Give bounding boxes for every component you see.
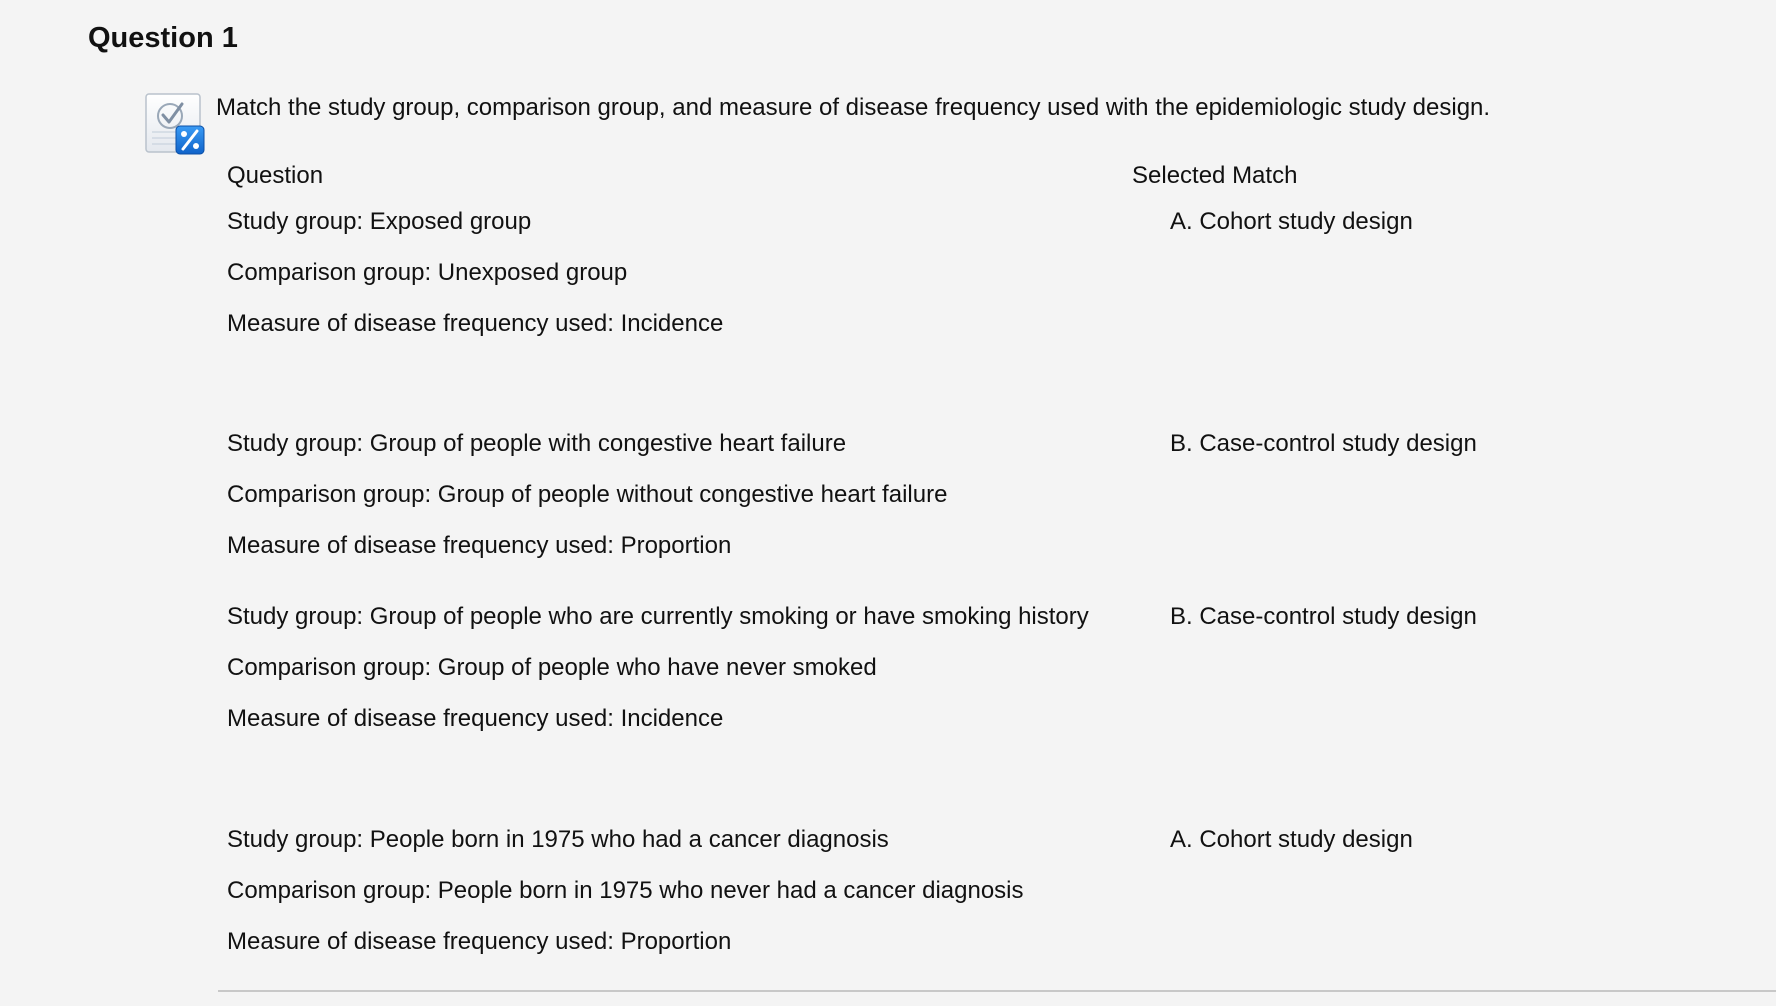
selected-match-answer: B. Case-control study design xyxy=(1170,603,1477,630)
study-group-text: Study group: People born in 1975 who had a cancer diagnosis xyxy=(227,826,889,853)
comparison-group-text: Comparison group: People born in 1975 who never had a cancer diagnosis xyxy=(227,877,1024,904)
measure-text: Measure of disease frequency used: Proportion xyxy=(227,928,732,955)
measure-text: Measure of disease frequency used: Incidence xyxy=(227,705,724,732)
study-group-text: Study group: Group of people with congestive heart failure xyxy=(227,430,847,457)
study-group-text: Study group: Group of people who are currently smoking or have smoking history xyxy=(227,603,1089,630)
comparison-group-text: Comparison group: Group of people without congestive heart failure xyxy=(227,481,948,508)
comparison-group-text: Comparison group: Group of people who have never smoked xyxy=(227,654,877,681)
question-column-header: Question xyxy=(227,162,324,189)
selected-match-column-header: Selected Match xyxy=(1132,162,1298,189)
selected-match-answer: B. Case-control study design xyxy=(1170,430,1477,457)
study-group-text: Study group: Exposed group xyxy=(227,208,532,235)
question-prompt: Match the study group, comparison group, and measure of disease frequency used with the epidemiologic study design. xyxy=(216,94,1491,121)
measure-text: Measure of disease frequency used: Incidence xyxy=(227,310,724,337)
selected-match-answer: A. Cohort study design xyxy=(1170,826,1413,853)
matching-question-icon xyxy=(144,92,208,156)
measure-text: Measure of disease frequency used: Proportion xyxy=(227,532,732,559)
question-title: Question 1 xyxy=(88,22,238,54)
comparison-group-text: Comparison group: Unexposed group xyxy=(227,259,628,286)
selected-match-answer: A. Cohort study design xyxy=(1170,208,1413,235)
divider xyxy=(218,990,1776,992)
